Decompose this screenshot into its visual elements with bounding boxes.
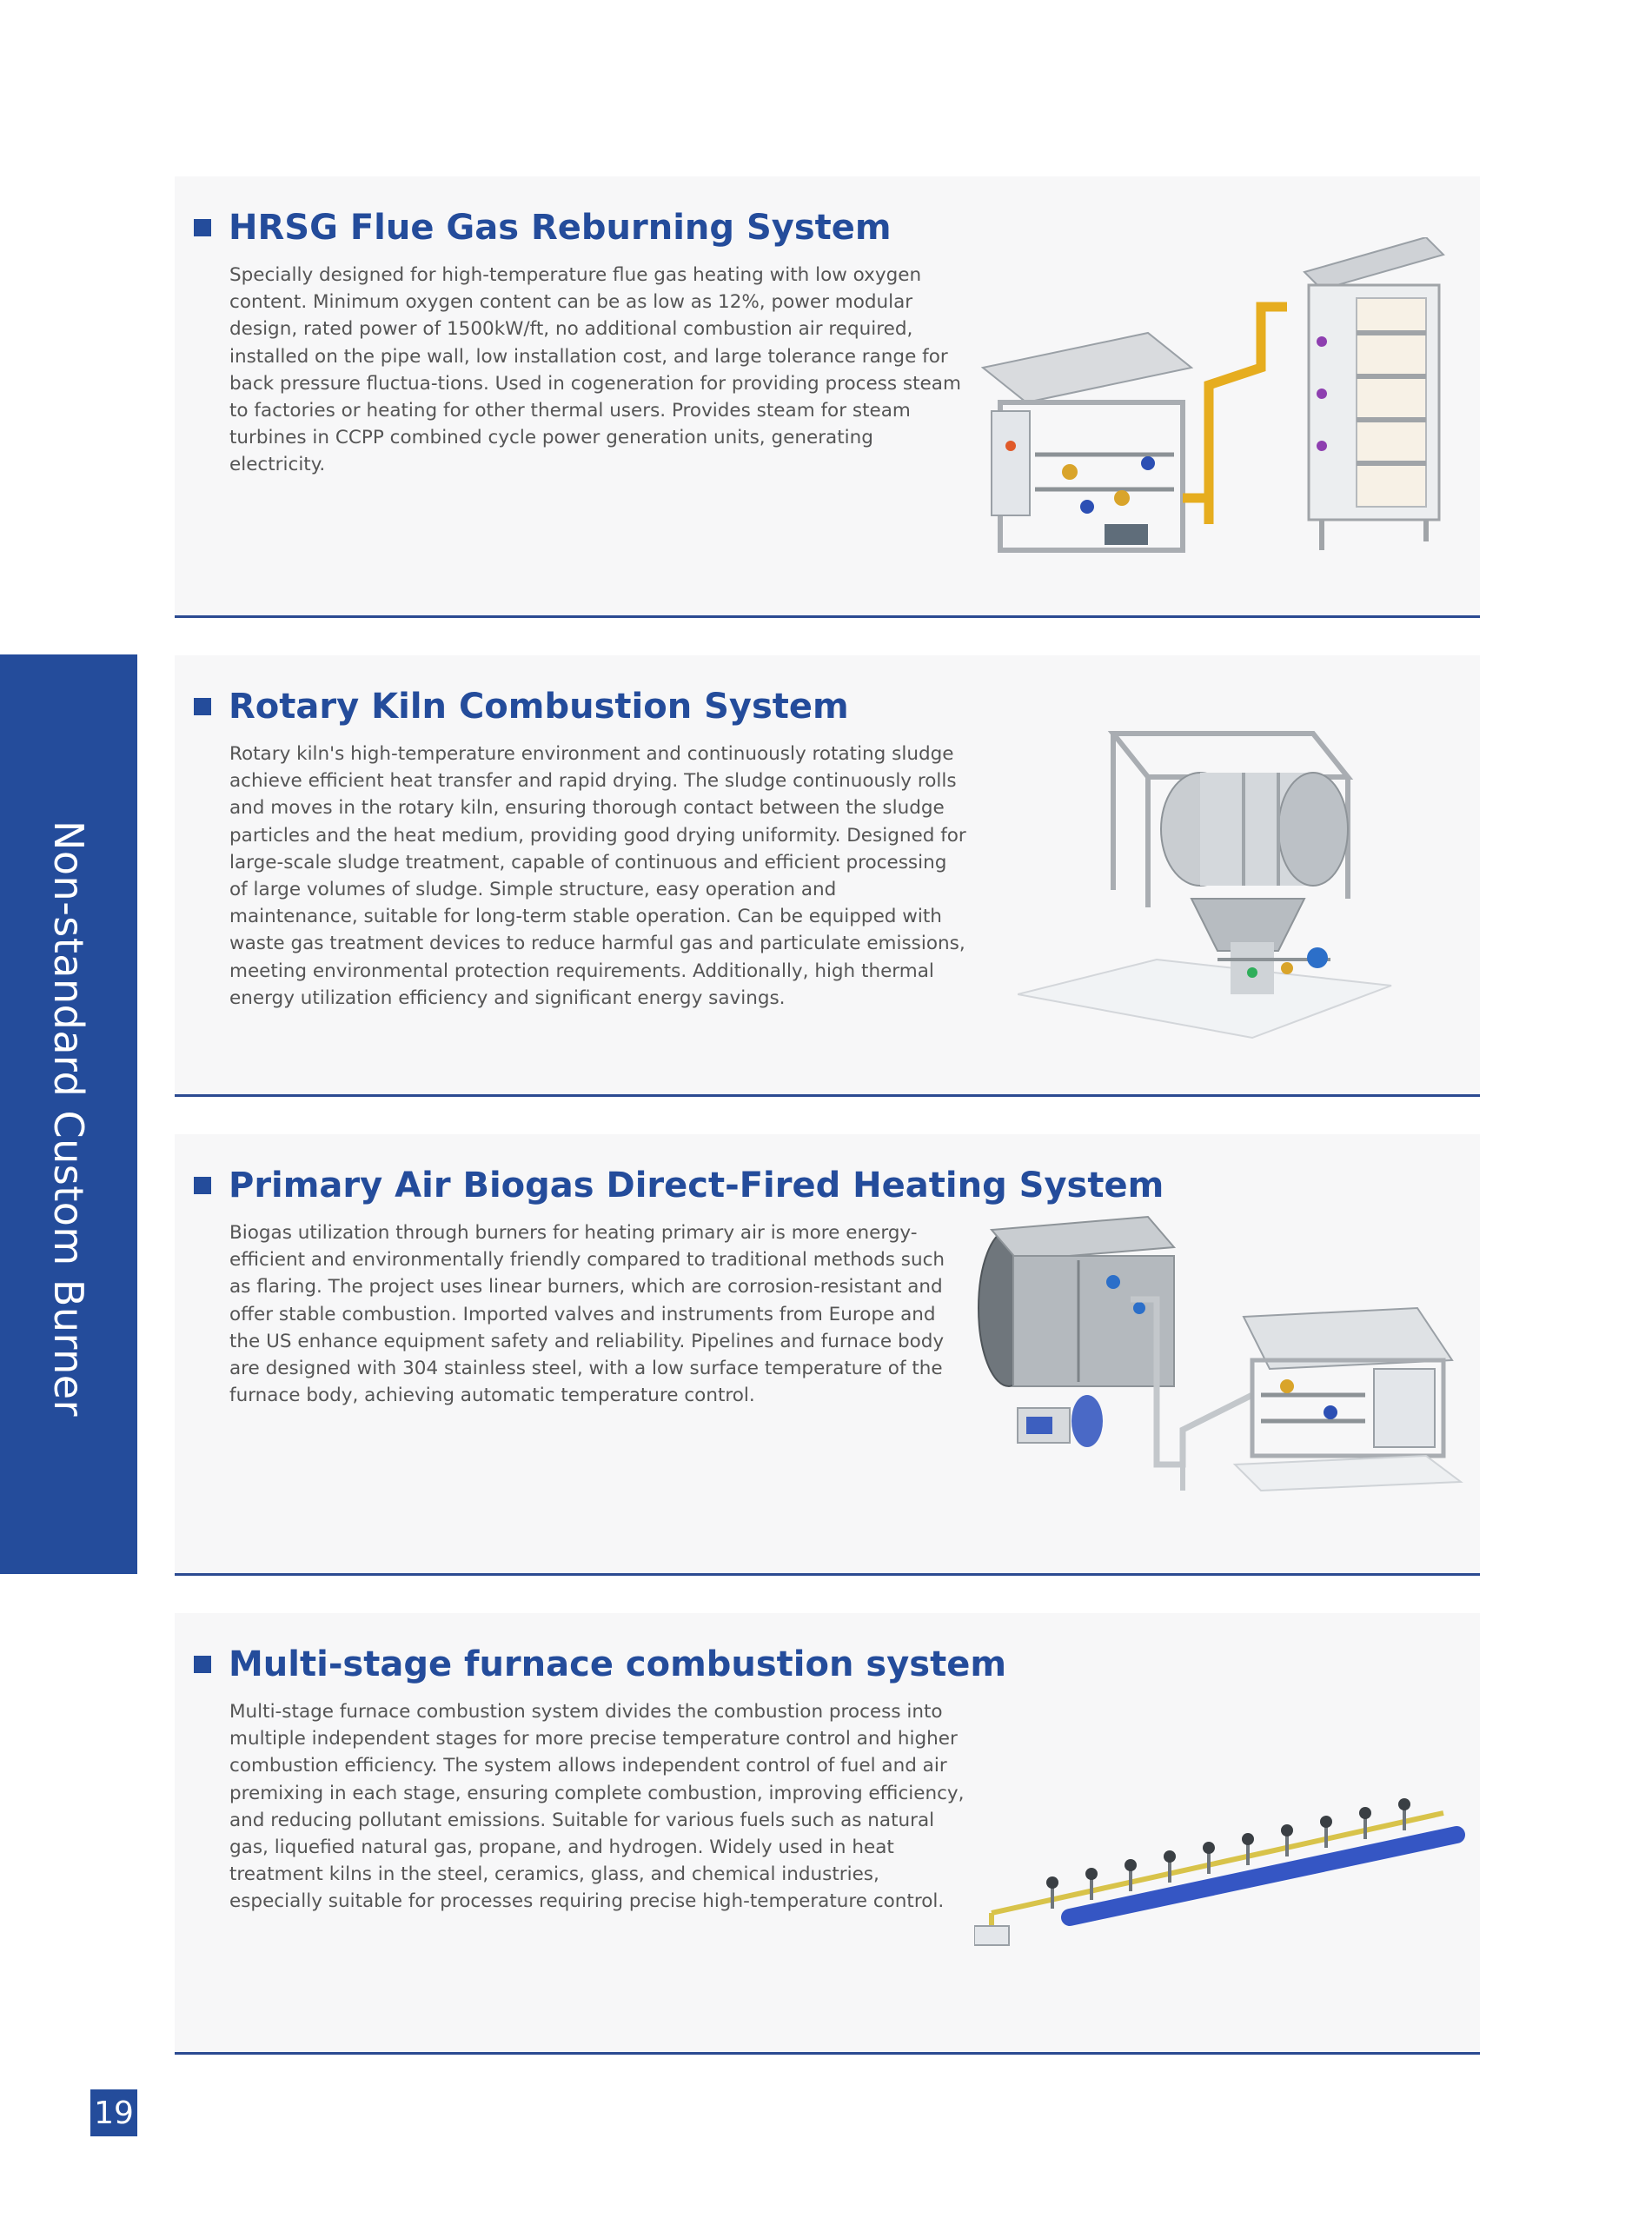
square-bullet-icon: [194, 1656, 211, 1673]
section-title: [194, 685, 849, 728]
section-hrsg: [175, 176, 1480, 618]
section-body: Specially designed for high-temperature flue gas heating with low oxygen content. Minimum oxygen content can be as low as 12%, power modular design, rated power of 1500kW/ft, no additional combustion air required, installed on the pipe wall, low installation cost, and large tolerance range for back pressure fluctua-tions. Used in cogeneration for providing process steam to factories or heating for other thermal users. Provides steam for steam turbines in CCPP combined cycle power generation units, generating electricity.: [229, 264, 961, 476]
page-number: 19: [90, 2089, 137, 2136]
section-title-text: HRSG Flue Gas Reburning System: [229, 208, 892, 248]
section-body: Rotary kiln's high-temperature environment and continuously rotating sludge achieve efficient heat transfer and rapid drying. The sludge continuously rolls and moves in the rotary kiln, ensuring thorough contact between the sludge particles and the heat medium, providing good drying uniformity. Designed for large-scale sludge treatment, capable of continuous and efficient processing of large volumes of sludge. Simple structure, easy operation and maintenance, suitable for long-term stable operation. Can be equipped with waste gas treatment devices to reduce harmful gas and particulate emissions, meeting environmental protection requirements. Additionally, high thermal energy utilization efficiency and significant energy savings.: [229, 743, 966, 1009]
section-primary-air-biogas: [175, 1134, 1480, 1576]
square-bullet-icon: [194, 698, 211, 715]
section-title: [194, 1643, 1006, 1686]
square-bullet-icon: [194, 219, 211, 236]
multi-stage-burner-manifold-illustration: [974, 1743, 1470, 1961]
section-title-text: Multi-stage furnace combustion system: [229, 1644, 1006, 1684]
section-body: Multi-stage furnace combustion system divides the combustion process into multiple independent stages for more precise temperature control and higher combustion efficiency. The system allows independent control of fuel and air premixing in each stage, ensuring complete combustion, improving efficiency, and reducing pollutant emissions. Suitable for various fuels such as natural gas, liquefied natural gas, propane, and hydrogen. Widely used in heat treatment kilns in the steel, ceramics, glass, and chemical industries, especially suitable for processes requiring precise high-temperature control.: [229, 1701, 965, 1913]
section-body: Biogas utilization through burners for heating primary air is more energy-efficient and environmentally friendly compared to traditional methods such as flaring. The project uses linear burners, which are corrosion-resistant and offer stable combustion. Imported valves and instruments from Europe and the US enhance equipment safety and reliability. Pipelines and furnace body are designed with 304 stainless steel, with a low surface temperature of the furnace body, achieving automatic temperature control.: [229, 1222, 945, 1407]
section-title-text: Rotary Kiln Combustion System: [229, 687, 849, 727]
section-rotary-kiln: [175, 655, 1480, 1097]
section-title: [194, 1164, 1164, 1207]
section-title-text: Primary Air Biogas Direct-Fired Heating System: [229, 1166, 1164, 1205]
hrsg-equipment-illustration: [974, 237, 1461, 585]
section-multi-stage: [175, 1613, 1480, 2055]
section-title: [194, 206, 892, 249]
square-bullet-icon: [194, 1177, 211, 1194]
biogas-heating-illustration: [974, 1212, 1470, 1517]
rotary-kiln-illustration: [1018, 725, 1417, 1055]
side-tab-label: Non-standard Custom Burner: [45, 820, 92, 1417]
